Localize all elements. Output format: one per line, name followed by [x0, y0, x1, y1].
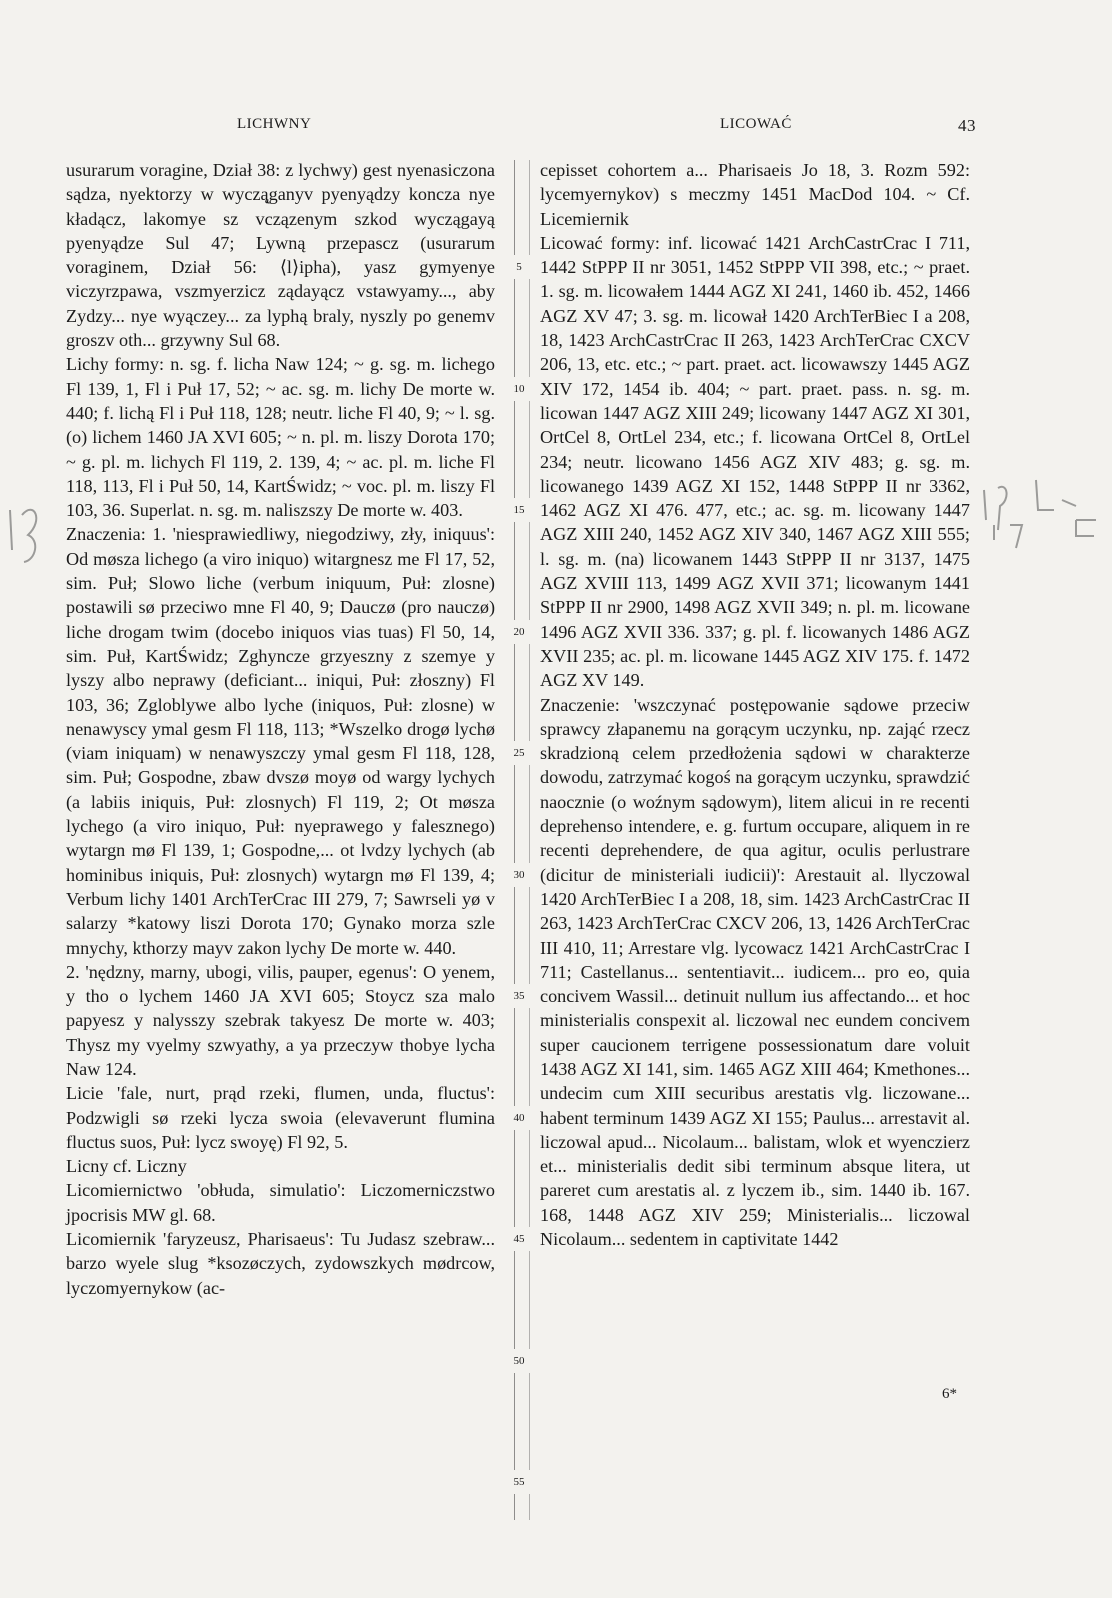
- paragraph: Licomiernictwo 'obłuda, simulatio': Liczomerniczstwo jpocrisis MW gl. 68.: [66, 1180, 495, 1225]
- column-rule: [514, 160, 515, 1520]
- line-number: 20: [506, 620, 532, 644]
- paragraph: Licomiernik 'faryzeusz, Pharisaeus': Tu Judasz szebraw... barzo wyele slug *ksozøczych, zydowszkych mødrcow, lyczomyernykow (ac-: [66, 1229, 495, 1298]
- line-number: 35: [506, 984, 532, 1008]
- page-header: [0, 116, 1112, 140]
- running-head-left: LICHWNY: [237, 116, 312, 132]
- paragraph: usurarum voragine, Dział 38: z lychwy) gest nyenasiczona sądza, nyektorzy w wyczą̨ganyv pyenyądzy koncza nye kładącz, lakomye sz vczązenym szkod wyczągayą pyenyądze Sul 47; Lywną przepascz (usurarum voraginem, Dział 56: ⟨l⟩ipha), yasz gymyenye viczyrzpawa, vszmyerzicz ządayącz vstawyamy..., aby Zydzy... nye wyączey... za lyphą braly, nyszly po genemv groszv oth... grzywny Sul 68.: [66, 160, 495, 351]
- paragraph: cepisset cohortem a... Pharisaeis Jo 18, 3. Rozm 592: lycemyernykov) s meczmy 1451 MacDod 104. ~ Cf. Licemiernik: [540, 160, 970, 229]
- page-number: 43: [958, 116, 976, 135]
- line-number: 50: [506, 1349, 532, 1373]
- right-column: [540, 158, 970, 1251]
- line-number: 10: [506, 377, 532, 401]
- paragraph: Znaczenie: 'wszczynać postępowanie sądowe przeciw sprawcy złapanemu na gorącym uczynku, np. zająć rzecz skradzioną celem przedłożenia sądowi w charakterze dowodu, zatrzymać kogoś na gorącym uczynku, sprawdzić naocznie (o woźnym sądowym), litem alicui in re recenti deprehenso intendere, e. g. furtum occupare, aliquem in re recenti deprehendere, de qua agitur, oculis perlustrare (dicitur de ministeriali iudicii)': Arestauit al. llyczowal 1420 ArchTerBiec I a 208, 18, sim. 1423 ArchCastrCrac II 263, 1423 ArchTerCrac CXCV 206, 13, 1426 ArchTerCrac III 410, 11; Arrestare vlg. lycowacz 1421 ArchCastrCrac I 711; Castellanus... sententiavit... iudicem... pro eo, quia concivem Wassil... detinuit nullum ius affectando... et hoc ministerialis conspexit al. liczowal nec eundem concivem super caucionem terrigene possessionatum dare voluit 1438 AGZ XI 141, sim. 1465 AGZ XIII 464; Kmethones... undecim cum XIII securibus arestatis vlg. liczowane... habent terminum 1439 AGZ XI 155; Paulus... arrestavit al. liczowal apud... Nicolaum... balistam, wlok et wyenczierz et... ministerialis dedit sibi terminum absque litera, ut pareret cum arestatis al. z lyczem ib., sim. 1440 ib. 167. 168, 1448 AGZ XIV 259; Ministerialis... liczowal Nicolaum... sedentem in captivitate 1442: [540, 694, 970, 1250]
- line-number: 25: [506, 741, 532, 765]
- running-head-right: LICOWAĆ: [720, 116, 792, 132]
- line-number: 5: [506, 255, 532, 279]
- handwritten-marginal-note: [0, 490, 60, 580]
- line-number: 40: [506, 1106, 532, 1130]
- signature-mark: 6*: [942, 1386, 957, 1402]
- paragraph: Licny cf. Liczny: [66, 1156, 187, 1177]
- line-number: 55: [506, 1470, 532, 1494]
- line-number: 45: [506, 1227, 532, 1251]
- handwritten-marginal-note: [976, 470, 1106, 560]
- column-rule: [529, 160, 530, 1520]
- line-number: 15: [506, 498, 532, 522]
- paragraph: Licować formy: inf. licować 1421 ArchCastrCrac I 711, 1442 StPPP II nr 3051, 1452 StPPP VII 398, etc.; ~ praet. 1. sg. m. licowałem 1444 AGZ XI 241, 1460 ib. 452, 1466 AGZ XV 47; 3. sg. m. licował 1420 ArchTerBiec I a 208, 18, 1423 ArchCastrCrac II 263, 1423 ArchTerCrac CXCV 206, 13, etc. etc.; ~ part. praet. act. licowawszy 1445 AGZ XIV 172, 1454 ib. 404; ~ part. praet. pass. n. sg. m. licowan 1447 AGZ XIII 249; licowany 1447 AGZ XI 301, OrtCel 8, OrtLel 234, etc.; f. licowana OrtCel 8, OrtLel 234; neutr. licowano 1456 AGZ XIV 483; g. sg. m. licowanego 1439 AGZ XI 152, 1448 StPPP II nr 3362, 1462 AGZ XI 476. 477, etc.; ac. sg. m. licowany 1447 AGZ XIII 240, 1452 AGZ XIV 340, 1467 AGZ XIII 555; l. sg. m. (na) licowanem 1443 StPPP II nr 3137, 1475 AGZ XVIII 113, 1499 AGZ XVII 371; licowanym 1441 StPPP II nr 2900, 1498 AGZ XVII 349; n. pl. m. licowane 1496 AGZ XVII 336. 337; g. pl. f. licowanych 1486 AGZ XVII 235; ac. pl. m. licowane 1445 AGZ XIV 175. f. 1472 AGZ XV 149.: [540, 232, 970, 691]
- paragraph: Licie 'fale, nurt, prąd rzeki, flumen, unda, fluctus': Podzwigli sø rzeki lycza swoia (elevaverunt flumina fluctus suos, Puł: lycz swoyę) Fl 92, 5.: [66, 1083, 495, 1152]
- paragraph: Lichy formy: n. sg. f. licha Naw 124; ~ g. sg. m. lichego Fl 139, 1, Fl i Puł 17, 52; ~ ac. sg. m. lichy De morte w. 440; f. lichą Fl i Puł 118, 128; neutr. liche Fl 40, 9; ~ l. sg. (o) lichem 1460 JA XVI 605; ~ n. pl. m. liszy Dorota 170; ~ g. pl. m. lichych Fl 119, 2. 139, 4; ~ ac. pl. m. liche Fl 118, 113, Fl i Puł 50, 14, KartŚwidz; ~ voc. pl. m. liszy Fl 103, 36. Superlat. n. sg. m. naliszszy De morte w. 403.: [66, 354, 495, 521]
- line-number: 30: [506, 863, 532, 887]
- left-column: [66, 158, 495, 1300]
- paragraph: Znaczenia: 1. 'niesprawiedliwy, niegodziwy, zły, iniquus': Od møsza lichego (a viro iniquo) witargnesz me Fl 17, 52, sim. Puł; Slowo liche (verbum iniquum, Puł: zlosne) postawili sø przeciwo mne Fl 40, 9; Dauczø (pro nauczø) liche drogam twim (docebo iniquos vias tuas) Fl 50, 14, sim. Puł, KartŚwidz; Zghyncze grzyeszny z szemye y lyszy albo neprawy (deficiant... iniqui, Puł: złoszny) Fl 103, 36; Zgloblywe albo lyche (iniquos, Puł: zlosne) w nenawyscy ymal gesm Fl 118, 113; *Wszelko drogø lychø (viam iniquam) w nenawyszczy ymal gesm Fl 118, 128, sim. Puł; Gospodne, zbaw dvszø moyø od wargy lychych (a labiis iniquis, Puł: zlosnych) Fl 119, 2; Ot møsza lychego (a viro iniquo, Puł: nyeprawego y falesznego) wytargn mø Fl 139, 1; Gospodne,... ot lvdzy lychych (ab hominibus iniquis, Puł: zlosnych) wytargn mø Fl 139, 4; Verbum lichy 1401 ArchTerCrac III 279, 7; Sawrseli yø v salarzy *katowy liszi Dorota 170; Gynako morza szle mnychy, kthorzy mayv zakon lychy De morte w. 440.: [66, 524, 495, 958]
- paragraph: 2. 'nędzny, marny, ubogi, vilis, pauper, egenus': O yenem, y tho o lychem 1460 JA XVI 605; Stoycz sza malo papyesz y nalysszy szebrak takyesz De morte w. 403; Thysz my vyelmy szwyathy, a ya przeczyw thobye lycha Naw 124.: [66, 961, 495, 1079]
